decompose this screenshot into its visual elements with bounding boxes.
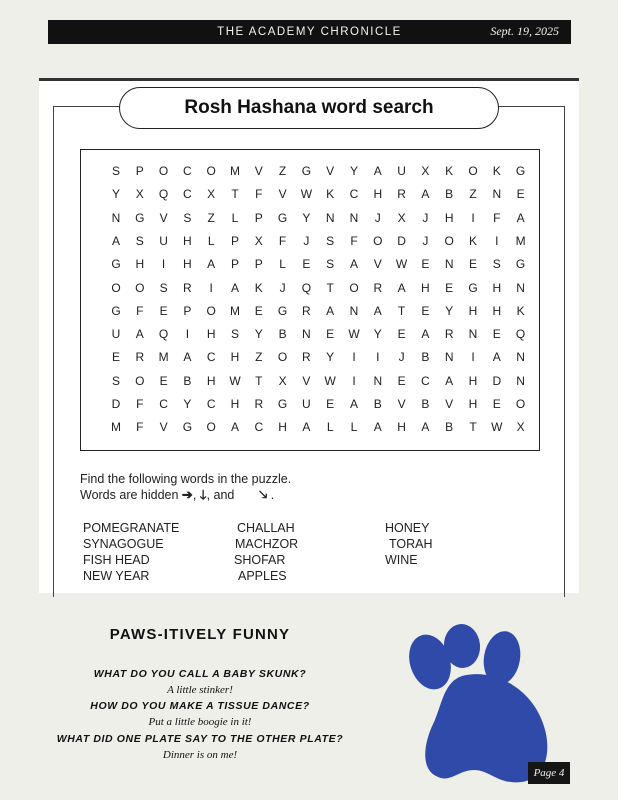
grid-letter: A	[349, 397, 358, 411]
grid-letter: K	[492, 164, 501, 178]
grid-letter: E	[397, 327, 406, 342]
grid-letter: P	[230, 233, 239, 248]
grid-letter: A	[230, 280, 239, 295]
grid-letter: L	[231, 210, 239, 225]
grid-letter: Y	[326, 350, 335, 365]
grid-letter: K	[445, 164, 454, 178]
grid-letter: M	[230, 303, 240, 318]
grid-letter: S	[111, 164, 120, 178]
grid-letter: A	[421, 187, 430, 202]
word-search-sheet	[39, 78, 579, 593]
grid-letter: Z	[207, 210, 215, 225]
grid-letter: O	[444, 233, 454, 248]
grid-letter: W	[229, 373, 241, 388]
grid-letter: B	[421, 397, 430, 411]
grid-letter: Q	[158, 327, 169, 342]
grid-letter: N	[302, 327, 311, 342]
grid-letter: X	[516, 420, 525, 435]
grid-letter: H	[468, 397, 478, 411]
grid-letter: S	[135, 233, 144, 248]
grid-letter: I	[352, 373, 356, 388]
grid-letter: Y	[254, 327, 263, 342]
grid-letter: K	[516, 303, 525, 318]
grid-letter: W	[395, 257, 408, 272]
grid-letter: D	[111, 397, 121, 411]
word-machzor: MACHZOR	[235, 537, 299, 551]
grid-letter: M	[515, 233, 526, 248]
grid-letter: I	[352, 350, 356, 365]
grid-letter: N	[111, 210, 121, 225]
grid-letter: C	[349, 187, 359, 202]
grid-letter: K	[254, 280, 263, 295]
grid-letter: V	[254, 164, 263, 178]
grid-letter: N	[444, 257, 454, 272]
grid-letter: A	[183, 350, 192, 365]
grid-letter: H	[230, 397, 240, 411]
grid-letter: I	[471, 210, 475, 225]
grid-letter: X	[135, 187, 144, 202]
grid-letter: B	[373, 397, 382, 411]
grid-letter: P	[230, 257, 239, 272]
grid-letter: E	[111, 350, 120, 365]
grid-letter: G	[468, 280, 478, 295]
grid-letter: O	[135, 280, 145, 295]
grid-letter: B	[421, 350, 430, 365]
grid-letter: E	[159, 303, 168, 318]
grid-letter: B	[278, 327, 287, 342]
grid-letter: E	[326, 327, 335, 342]
grid-letter: H	[135, 257, 145, 272]
grid-letter: G	[277, 210, 288, 225]
instructions-end: .	[270, 488, 275, 502]
grid-letter: R	[254, 397, 264, 411]
grid-letter: S	[159, 280, 168, 295]
grid-letter: G	[135, 210, 145, 225]
grid-letter: Y	[349, 164, 358, 178]
grid-letter: E	[421, 303, 430, 318]
joke-answer-3: Dinner is on me!	[162, 749, 238, 761]
grid-letter: I	[471, 350, 475, 365]
grid-letter: T	[255, 373, 263, 388]
instructions-line-1: Find the following words in the puzzle.	[80, 472, 292, 486]
grid-letter: G	[277, 397, 288, 411]
grid-letter: A	[135, 327, 144, 342]
page-number-badge: Page 4	[528, 762, 570, 784]
grid-letter: I	[376, 350, 380, 365]
grid-letter: M	[230, 164, 240, 178]
word-torah: TORAH	[389, 537, 433, 551]
grid-letter: A	[326, 303, 335, 318]
grid-letter: N	[325, 210, 335, 225]
word-shofar: SHOFAR	[234, 553, 286, 567]
grid-letter: E	[397, 373, 406, 388]
grid-letter: E	[492, 397, 501, 411]
grid-letter: E	[254, 303, 263, 318]
grid-letter: Y	[373, 327, 382, 342]
joke-answer-1: A little stinker!	[167, 684, 233, 696]
instructions-line-2	[80, 487, 291, 503]
grid-letter: O	[277, 350, 288, 365]
grid-letter: N	[373, 373, 383, 388]
grid-letter: O	[206, 420, 216, 435]
grid-letter: Y	[445, 303, 454, 318]
grid-letter: G	[515, 257, 526, 272]
grid-letter: N	[349, 210, 359, 225]
grid-letter: U	[397, 164, 406, 178]
grid-letter: H	[230, 350, 240, 365]
grid-letter: S	[111, 373, 120, 388]
grid-letter: M	[111, 420, 121, 435]
grid-letter: P	[254, 210, 263, 225]
grid-letter: C	[183, 164, 192, 178]
grid-letter: A	[397, 280, 406, 295]
grid-letter: I	[209, 280, 213, 295]
grid-letter: J	[279, 280, 286, 295]
arrow-diagonal-icon: 🡖	[258, 487, 268, 502]
grid-letter: V	[397, 397, 406, 411]
grid-letter: X	[397, 210, 406, 225]
grid-letter: B	[183, 373, 192, 388]
grid-letter: G	[182, 420, 193, 435]
grid-letter: C	[206, 397, 216, 411]
grid-letter: U	[159, 233, 168, 248]
grid-letter: O	[515, 397, 526, 411]
grid-letter: A	[516, 210, 525, 225]
grid-letter: H	[206, 373, 216, 388]
grid-letter: V	[159, 420, 168, 435]
grid-letter: A	[421, 420, 430, 435]
grid-letter: A	[373, 420, 382, 435]
grid-letter: E	[421, 257, 430, 272]
word-wine: WINE	[385, 553, 418, 567]
grid-letter: P	[183, 303, 192, 318]
grid-letter: S	[230, 327, 239, 342]
grid-letter: X	[421, 164, 430, 178]
jokes-title: PAWS-ITIVELY FUNNY	[109, 626, 291, 643]
grid-letter: P	[135, 164, 144, 178]
grid-letter: H	[468, 373, 478, 388]
grid-letter: S	[492, 257, 501, 272]
instructions-prefix: Words are hidden	[80, 488, 179, 502]
instructions	[80, 471, 291, 503]
grid-letter: I	[161, 257, 166, 272]
grid-letter: O	[206, 164, 216, 178]
grid-letter: O	[111, 280, 121, 295]
grid-letter: T	[397, 303, 406, 318]
grid-letter: L	[326, 420, 334, 435]
grid-letter: I	[495, 233, 499, 248]
grid-letter: Y	[302, 210, 311, 225]
grid-letter: E	[468, 257, 477, 272]
grid-letter: G	[277, 303, 288, 318]
grid-letter: C	[254, 420, 264, 435]
grid-letter: F	[136, 303, 144, 318]
grid-letter: A	[349, 257, 358, 272]
grid-letter: X	[207, 187, 216, 202]
grid-letter: R	[183, 280, 192, 295]
grid-letter: N	[468, 327, 478, 342]
grid-letter: V	[278, 187, 287, 202]
grid-letter: S	[326, 233, 335, 248]
grid-letter: L	[207, 233, 215, 248]
grid-letter: X	[278, 373, 287, 388]
grid-letter: I	[185, 327, 190, 342]
grid-letter: Z	[255, 350, 263, 365]
grid-letter: C	[206, 350, 216, 365]
grid-letter: J	[398, 350, 405, 365]
grid-letter: W	[324, 373, 336, 388]
grid-letter: N	[492, 187, 502, 202]
grid-letter: F	[136, 420, 144, 435]
grid-letter: O	[158, 164, 169, 178]
grid-letter: G	[515, 164, 526, 178]
grid-letter: A	[373, 303, 382, 318]
arrow-right-icon: ➔	[181, 487, 193, 502]
grid-letter: R	[373, 280, 383, 295]
grid-letter: C	[159, 397, 168, 411]
grid-letter: P	[254, 257, 263, 272]
grid-letter: H	[183, 233, 192, 248]
grid-letter: N	[444, 350, 454, 365]
grid-letter: F	[493, 210, 501, 225]
grid-letter: M	[158, 350, 169, 365]
grid-letter: A	[492, 350, 501, 365]
grid-letter: N	[516, 373, 525, 388]
grid-letter: B	[445, 187, 454, 202]
grid-letter: F	[136, 397, 144, 411]
word-challah: CHALLAH	[237, 521, 295, 535]
grid-letter: R	[302, 303, 311, 318]
grid-letter: O	[206, 303, 216, 318]
grid-letter: H	[183, 257, 192, 272]
grid-letter: J	[374, 210, 381, 225]
grid-letter: Q	[301, 280, 312, 295]
grid-letter: O	[135, 373, 145, 388]
grid-letter: F	[255, 187, 263, 202]
grid-letter: Q	[515, 327, 526, 342]
grid-letter: O	[349, 280, 359, 295]
grid-letter: S	[326, 257, 335, 272]
word-pomegranate: POMEGRANATE	[83, 521, 180, 535]
grid-letter: Z	[278, 164, 287, 178]
grid-letter: U	[111, 327, 121, 342]
grid-letter: D	[397, 233, 406, 248]
grid-letter: F	[278, 233, 287, 248]
joke-question-2: HOW DO YOU MAKE A TISSUE DANCE?	[90, 700, 310, 712]
grid-letter: H	[278, 420, 287, 435]
word-apples: APPLES	[238, 569, 287, 583]
grid-letter: A	[230, 420, 239, 435]
grid-letter: A	[207, 257, 216, 272]
grid-letter: N	[516, 280, 525, 295]
grid-letter: Y	[183, 397, 192, 411]
issue-date: Sept. 19, 2025	[490, 24, 559, 38]
grid-letter: A	[373, 164, 382, 178]
grid-letter: R	[397, 187, 406, 202]
masthead-bar	[48, 20, 571, 44]
grid-letter: T	[231, 187, 239, 202]
grid-letter: N	[516, 350, 525, 365]
grid-letter: V	[159, 210, 168, 225]
grid-letter: B	[445, 420, 454, 435]
grid-letter: V	[302, 373, 311, 388]
grid-letter: A	[421, 327, 430, 342]
newspaper-name: THE ACADEMY CHRONICLE	[217, 26, 402, 38]
grid-letter: A	[302, 420, 311, 435]
grid-letter: J	[422, 210, 429, 225]
grid-letter: J	[303, 233, 310, 248]
grid-letter: E	[302, 257, 311, 272]
grid-letter: E	[492, 327, 501, 342]
grid-letter: R	[302, 350, 311, 365]
grid-letter: H	[397, 420, 406, 435]
grid-letter: K	[326, 187, 335, 202]
word-synagogue: SYNAGOGUE	[83, 537, 164, 551]
grid-letter: E	[445, 280, 454, 295]
grid-letter: G	[111, 303, 121, 318]
grid-letter: G	[111, 257, 121, 272]
grid-letter: E	[516, 187, 525, 202]
instructions-separator: ,	[192, 488, 197, 502]
grid-letter: O	[373, 233, 383, 248]
grid-letter: Z	[469, 187, 477, 202]
grid-letter: J	[422, 233, 429, 248]
grid-letter: R	[444, 327, 454, 342]
instructions-separator: , and	[206, 488, 235, 502]
grid-letter: Y	[111, 187, 120, 202]
grid-letter: R	[135, 350, 145, 365]
grid-letter: L	[279, 257, 286, 272]
grid-letter: E	[159, 373, 168, 388]
word-new-year: NEW YEAR	[83, 569, 150, 583]
grid-letter: W	[348, 327, 360, 342]
grid-letter: T	[326, 280, 334, 295]
grid-letter: H	[206, 327, 216, 342]
grid-letter: A	[445, 373, 454, 388]
grid-letter: O	[468, 164, 478, 178]
word-fish-head: FISH HEAD	[83, 553, 150, 567]
grid-letter: C	[421, 373, 430, 388]
grid-letter: T	[469, 420, 477, 435]
word-search-title: Rosh Hashana word search	[119, 87, 499, 129]
grid-letter: D	[492, 373, 502, 388]
grid-letter: K	[468, 233, 477, 248]
grid-letter: G	[301, 164, 312, 178]
letter-grid	[80, 149, 540, 451]
grid-letter: V	[445, 397, 454, 411]
grid-letter: H	[444, 210, 454, 225]
grid-letter: C	[183, 187, 192, 202]
grid-letter: S	[183, 210, 192, 225]
grid-letter: H	[492, 303, 502, 318]
joke-question-1: WHAT DO YOU CALL A BABY SKUNK?	[93, 668, 307, 680]
joke-answer-2: Put a little boogie in it!	[148, 716, 252, 728]
grid-letter: H	[421, 280, 430, 295]
grid-letter: X	[254, 233, 263, 248]
grid-letter: E	[326, 397, 335, 411]
grid-letter: A	[111, 233, 120, 248]
grid-letter: H	[468, 303, 478, 318]
arrow-down-icon: 🡓	[199, 487, 207, 502]
grid-letter: V	[373, 257, 382, 272]
grid-letter: L	[350, 420, 358, 435]
grid-letter: V	[326, 164, 335, 178]
joke-question-3: WHAT DID ONE PLATE SAY TO THE OTHER PLATE?	[56, 733, 344, 745]
grid-letter: Q	[158, 187, 169, 202]
grid-letter: H	[492, 280, 502, 295]
word-honey: HONEY	[385, 521, 430, 535]
grid-letter: U	[302, 397, 311, 411]
grid-letter: W	[300, 187, 313, 202]
grid-letter: N	[349, 303, 359, 318]
grid-letter: F	[350, 233, 358, 248]
grid-letter: W	[491, 420, 503, 435]
grid-letter: H	[373, 187, 383, 202]
